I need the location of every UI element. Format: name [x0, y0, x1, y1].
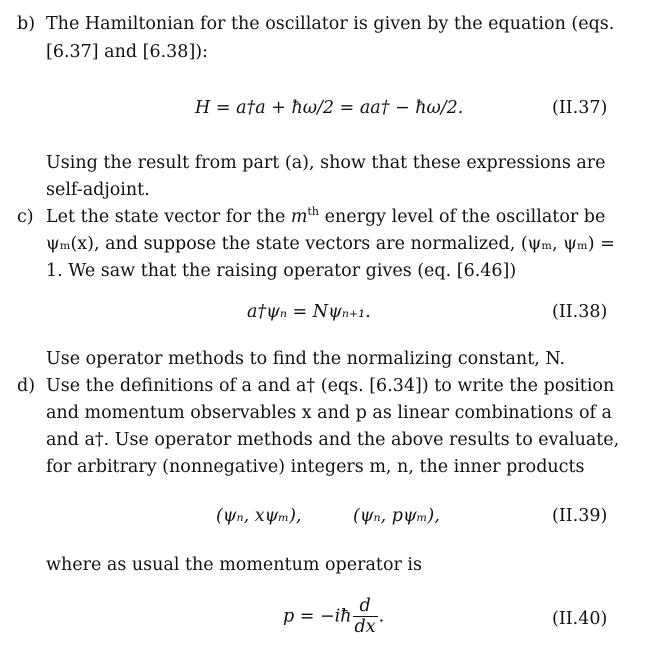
- equation-number-ii-37: (II.37): [552, 98, 608, 118]
- part-c-line-1-th: th: [307, 205, 320, 218]
- part-b-marker: b): [17, 14, 36, 34]
- part-c-line-3: 1. We saw that the raising operator gives (eq. [6.46]): [46, 261, 517, 281]
- part-c-line-1: [46, 204, 605, 230]
- part-d-line-2: and momentum observables x and p as linear combinations of a: [46, 403, 612, 423]
- part-c-marker: c): [17, 207, 34, 227]
- part-b-line-1: The Hamiltonian for the oscillator is given by the equation (eqs.: [46, 14, 615, 34]
- derivative-numerator: d: [353, 596, 378, 617]
- part-d-line-3: and a†. Use operator methods and the above results to evaluate,: [46, 430, 620, 450]
- part-d-line-1: Use the definitions of a and a† (eqs. [6.34]) to write the position: [46, 376, 615, 396]
- part-d-line-4: for arbitrary (nonnegative) integers m, n, the inner products: [46, 457, 585, 477]
- equation-number-ii-38: (II.38): [552, 302, 608, 322]
- equation-ii-40-period: .: [378, 606, 385, 627]
- part-b-line-2: [6.37] and [6.38]):: [46, 42, 208, 62]
- equation-ii-38: a†ψₙ = Nψₙ₊₁.: [247, 302, 371, 322]
- part-c-line-1-m: m: [290, 207, 308, 227]
- part-c-line-1-start: Let the state vector for the: [46, 207, 291, 227]
- equation-ii-37-rhs: = a†a + ħω/2 = aa† − ħω/2.: [215, 98, 464, 118]
- equation-ii-37: [195, 95, 463, 121]
- equation-ii-37-lhs: H: [195, 98, 211, 118]
- equation-ii-40: [283, 596, 384, 637]
- part-d-marker: d): [17, 376, 36, 396]
- equation-number-ii-40: (II.40): [552, 609, 608, 629]
- derivative-denominator: dx: [354, 617, 376, 637]
- equation-ii-39-right: (ψₙ, pψₘ),: [353, 506, 440, 526]
- part-b-after-line-2: self-adjoint.: [46, 180, 150, 200]
- equation-number-ii-39: (II.39): [552, 506, 608, 526]
- derivative-fraction: [353, 596, 378, 637]
- part-b-after-line-1: Using the result from part (a), show that these expressions are: [46, 153, 606, 173]
- equation-ii-40-lhs: p = −iħ: [283, 606, 352, 627]
- part-c-line-1-end: energy level of the oscillator be: [319, 207, 606, 227]
- part-c-line-2: ψₘ(x), and suppose the state vectors are normalized, (ψₘ, ψₘ) =: [46, 234, 615, 254]
- equation-ii-39-left: (ψₙ, xψₘ),: [216, 506, 302, 526]
- part-c-after-line: Use operator methods to find the normalizing constant, N.: [46, 349, 566, 369]
- momentum-operator-line: where as usual the momentum operator is: [46, 555, 422, 575]
